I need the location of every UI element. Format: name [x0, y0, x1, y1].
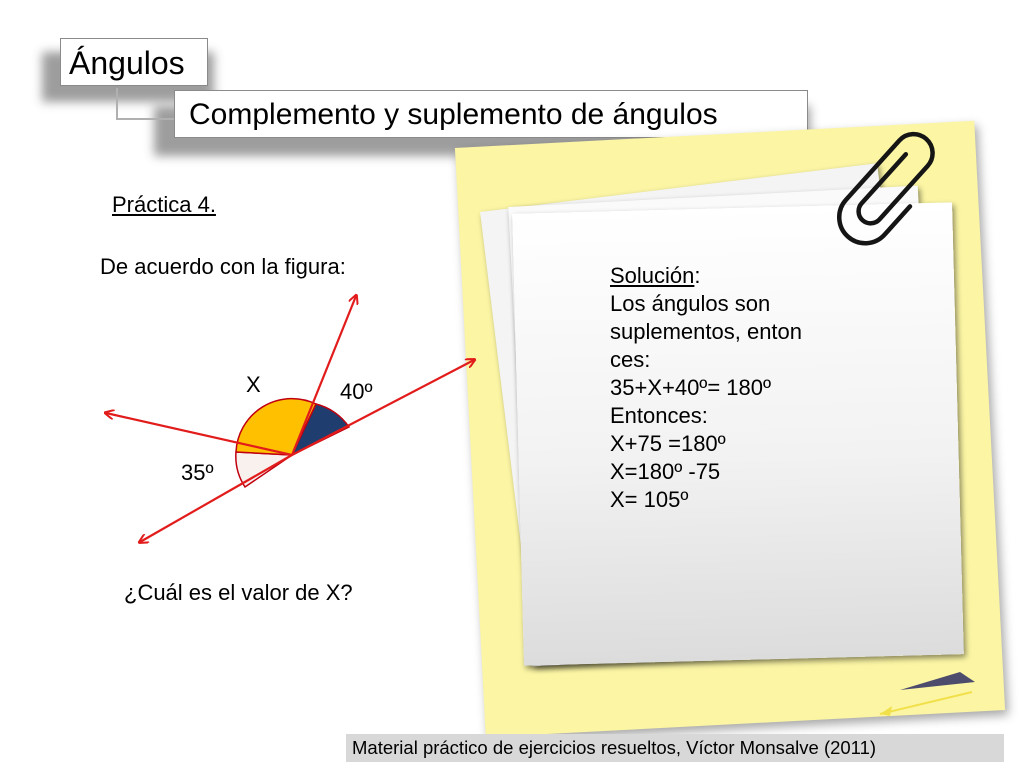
footer-credit: Material práctico de ejercicios resueltos, Víctor Monsalve (2011) — [346, 734, 1004, 762]
page-subtitle: Complemento y suplemento de ángulos — [174, 90, 808, 138]
solution-line: X+75 =180º — [610, 431, 726, 456]
solution-heading: Solución — [610, 263, 695, 288]
solution-line: X= 105º — [610, 487, 689, 512]
solution-line: Entonces: — [610, 403, 708, 428]
label-x: X — [246, 372, 261, 397]
solution-line: X=180º -75 — [610, 459, 721, 484]
solution-line: Los ángulos son — [610, 291, 771, 316]
practice-question: ¿Cuál es el valor de X? — [124, 580, 353, 605]
solution-line: ces: — [610, 347, 651, 372]
ray-down-left — [140, 455, 292, 542]
solution-heading-colon: : — [694, 263, 701, 288]
label-40: 40º — [340, 379, 373, 404]
solution-line: 35+X+40º= 180º — [610, 375, 772, 400]
practice-prompt: De acuerdo con la figura: — [100, 254, 346, 279]
solution-line: suplementos, enton — [610, 319, 803, 344]
page-title: Ángulos — [60, 38, 208, 86]
practice-title: Práctica 4. — [112, 192, 216, 217]
label-35: 35º — [181, 460, 214, 485]
